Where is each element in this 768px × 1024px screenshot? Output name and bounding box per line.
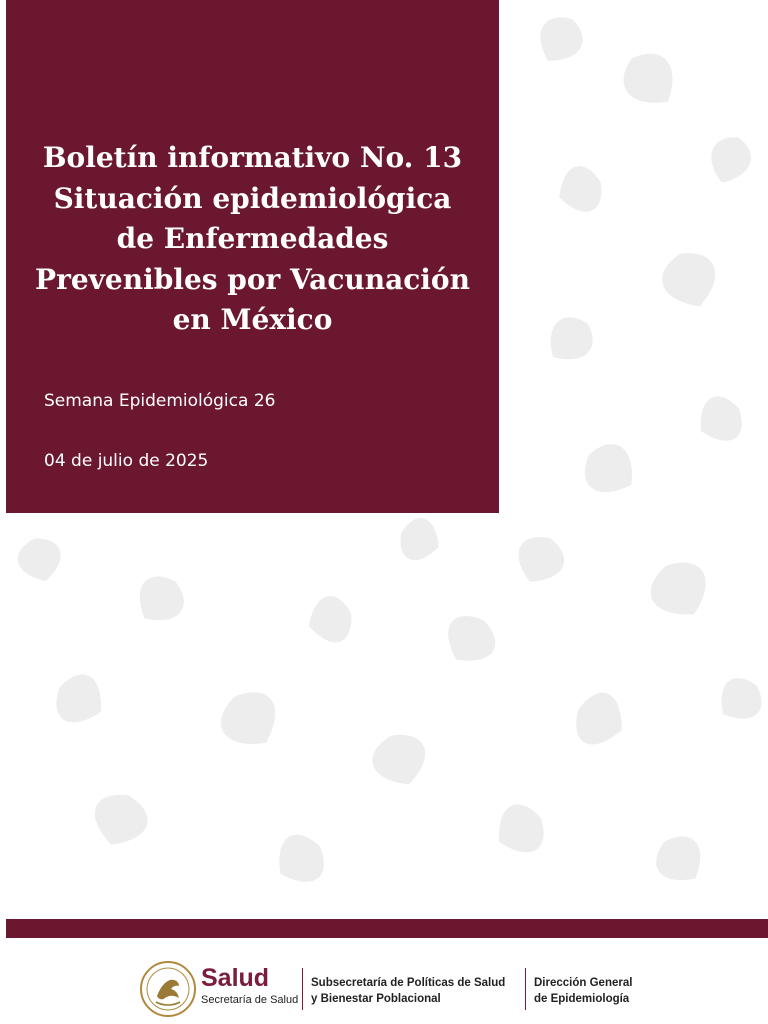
cover-title-panel: [6, 0, 499, 513]
directorate-line: de Epidemiología: [534, 993, 630, 1005]
title-line: Prevenibles por Vacunación: [35, 262, 470, 296]
epidemiological-week: Semana Epidemiológica 26: [44, 391, 276, 411]
title-line: de Enfermedades: [116, 222, 389, 255]
salud-brand-subtitle: Secretaría de Salud: [201, 994, 299, 1006]
directorate-line: Dirección General: [534, 977, 633, 989]
bulletin-title: [14, 138, 491, 341]
footer-band: [6, 919, 768, 938]
undersecretariat-line: y Bienestar Poblacional: [311, 993, 441, 1005]
undersecretariat-line: Subsecretaría de Políticas de Salud: [311, 977, 506, 989]
title-line: en México: [172, 303, 333, 336]
title-line: Situación epidemiológica: [53, 181, 452, 215]
national-seal-icon: [139, 960, 197, 1018]
footer-divider: [302, 968, 303, 1010]
footer-divider: [525, 968, 526, 1010]
publication-date: 04 de julio de 2025: [44, 451, 209, 471]
salud-brand: Salud: [201, 964, 270, 992]
title-line: Boletín informativo No. 13: [42, 141, 463, 174]
